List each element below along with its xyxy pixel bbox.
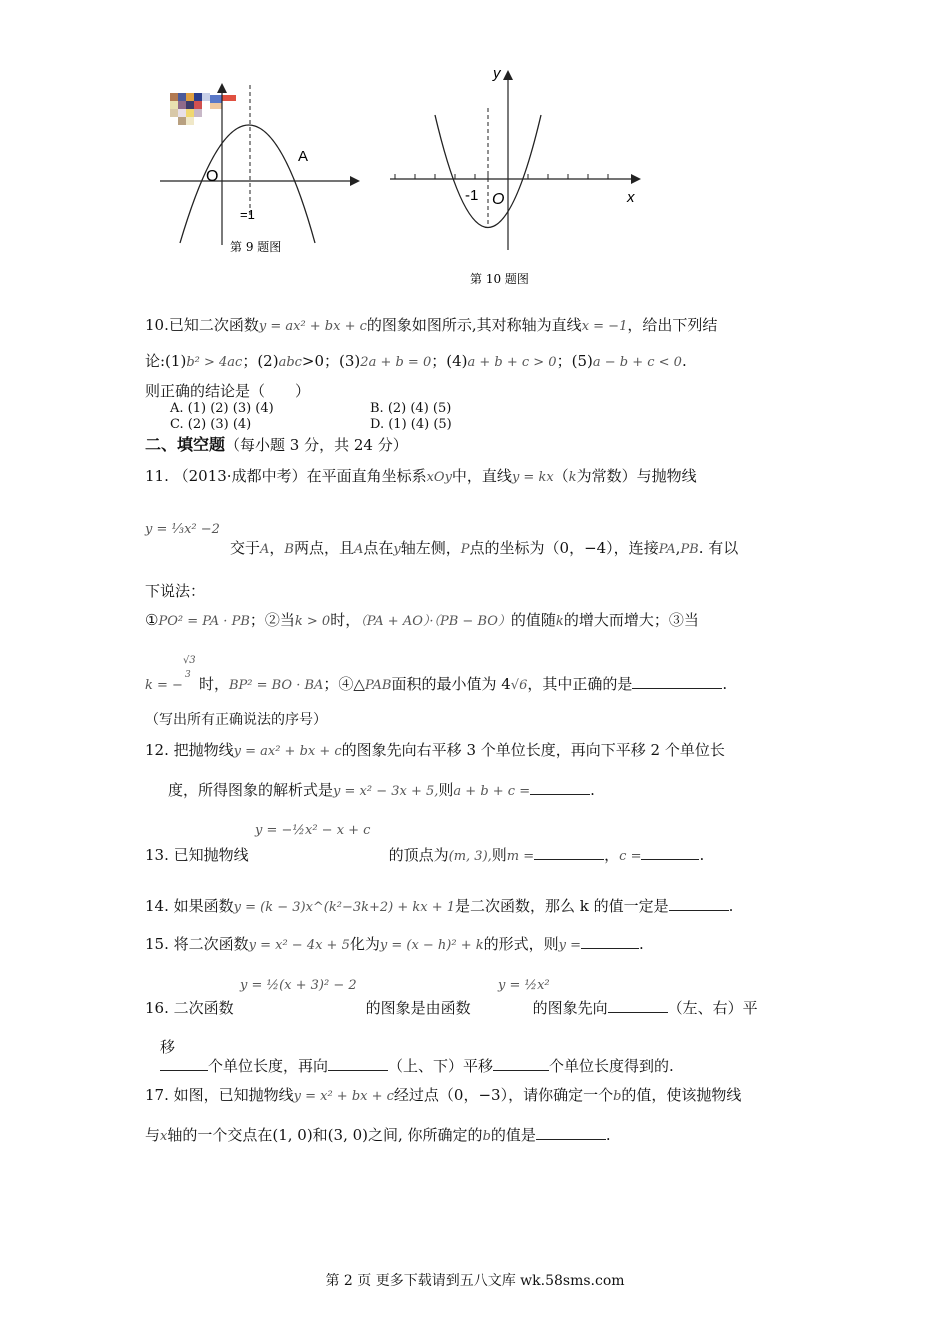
q12-line1: 12. 把抛物线y = ax² + bx + c的图象先向右平移 3 个单位长度，再向下平移 2 个单位长 xyxy=(145,741,725,759)
q13-c-blank[interactable] xyxy=(641,845,699,860)
q16-line2: 移 xyxy=(160,1038,176,1056)
q11-answer-blank[interactable] xyxy=(632,674,722,689)
q14-answer-blank[interactable] xyxy=(669,896,729,911)
q12-line2: 度，所得图象的解析式是y = x² − 3x + 5,则a + b + c = . xyxy=(168,781,595,799)
q10-option-a: A. (1) (2) (3) (4) xyxy=(170,401,274,416)
q15-line: 15. 将二次函数y = x² − 4x + 5化为y = (x − h)² + k的形式，则y = . xyxy=(145,935,644,953)
label-neg1: -1 xyxy=(465,187,479,204)
q16-units2-blank[interactable] xyxy=(493,1056,549,1071)
q12-answer-blank[interactable] xyxy=(530,780,590,795)
q10-option-c: C. (2) (3) (4) xyxy=(170,417,252,432)
label-O: O xyxy=(492,191,505,208)
q10-line1: 10.已知二次函数y = ax² + bx + c的图象如图所示,其对称轴为直线x = −1，给出下列结 xyxy=(145,316,718,334)
q16-line3: 个单位长度，再向 （上、下）平移 个单位长度得到的. xyxy=(160,1056,674,1076)
section-2-heading: 二、填空题（每小题 3 分，共 24 分） xyxy=(145,435,408,454)
q13-line: 13. 已知抛物线 的顶点为(m, 3),则m = ，c = . xyxy=(145,846,705,864)
label-y: y xyxy=(493,65,501,82)
label-x-equals-1: =1 xyxy=(240,207,255,222)
q11-line1: 11. （2013·成都中考）在平面直角坐标系xOy中，直线y = kx（k为常数）与抛物线 xyxy=(145,467,697,485)
figure-10 xyxy=(385,60,655,295)
fraction-sqrt3-over-3: √3 3 xyxy=(182,655,196,680)
q16-formula-2: y = ½x² xyxy=(498,978,550,993)
figure-10-caption: 第 10 题图 xyxy=(470,272,529,286)
q16-direction1-blank[interactable] xyxy=(608,998,668,1013)
q10-option-d: D. (1) (4) (5) xyxy=(370,417,452,432)
q16-line1: 16. 二次函数 的图象是由函数 的图象先向 （左、右）平 xyxy=(145,999,758,1017)
q16-direction2-blank[interactable] xyxy=(328,1056,388,1071)
q10-option-b: B. (2) (4) (5) xyxy=(370,401,452,416)
q13-m-blank[interactable] xyxy=(534,845,604,860)
figure-9-caption: 第 9 题图 xyxy=(230,240,282,254)
q14-line: 14. 如果函数y = (k − 3)x^(k²−3k+2) + kx + 1是二次函数，那么 k 的值一定是 . xyxy=(145,897,734,915)
q13-formula: y = −½x² − x + c xyxy=(255,823,371,838)
x-axis-ticks xyxy=(395,174,608,179)
label-x: x xyxy=(627,189,635,206)
page-footer: 第 2 页 更多下载请到五八文库 wk.58sms.com xyxy=(325,1273,625,1289)
q17-answer-blank[interactable] xyxy=(536,1125,606,1140)
q15-answer-blank[interactable] xyxy=(581,934,639,949)
q17-line2: 与x轴的一个交点在(1, 0)和(3, 0)之间, 你所确定的b的值是 . xyxy=(145,1126,611,1144)
q10-line3: 则正确的结论是（ ） xyxy=(145,382,311,400)
q11-line4: 下说法： xyxy=(145,582,206,600)
q11-line6: k = − √3 3 时，BP² = BO · BA；④△PAB面积的最小值为 4√6，其中正确的是 . xyxy=(145,655,728,693)
q17-line1: 17. 如图，已知抛物线y = x² + bx + c经过点（0，−3），请你确定一个b的值，使该抛物线 xyxy=(145,1086,742,1104)
pixel-fragment xyxy=(170,93,236,125)
q11-line5: ①PO² = PA · PB；②当k > 0时，（PA + AO）·（PB − BO）的值随k的增大而增大；③当 xyxy=(145,611,699,629)
q11-line7: （写出所有正确说法的序号） xyxy=(145,712,327,728)
q16-units1-blank[interactable] xyxy=(160,1056,208,1071)
q16-formula-1: y = ½(x + 3)² − 2 xyxy=(240,978,357,993)
label-A: A xyxy=(298,148,309,165)
q11-parabola-formula: y = ⅓x² −2 xyxy=(145,522,220,537)
parabola-curve xyxy=(180,125,315,243)
figure-9 xyxy=(150,75,370,265)
q11-line3: 交于A，B两点，且A点在y轴左侧，P点的坐标为（0，−4），连接PA,PB. 有以 xyxy=(230,539,739,557)
q10-line2: 论:(1)b² > 4ac；(2)abc>0；(3)2a + b = 0；(4)a + b + c > 0；(5)a − b + c < 0. xyxy=(145,352,687,370)
label-O: O xyxy=(206,168,219,185)
